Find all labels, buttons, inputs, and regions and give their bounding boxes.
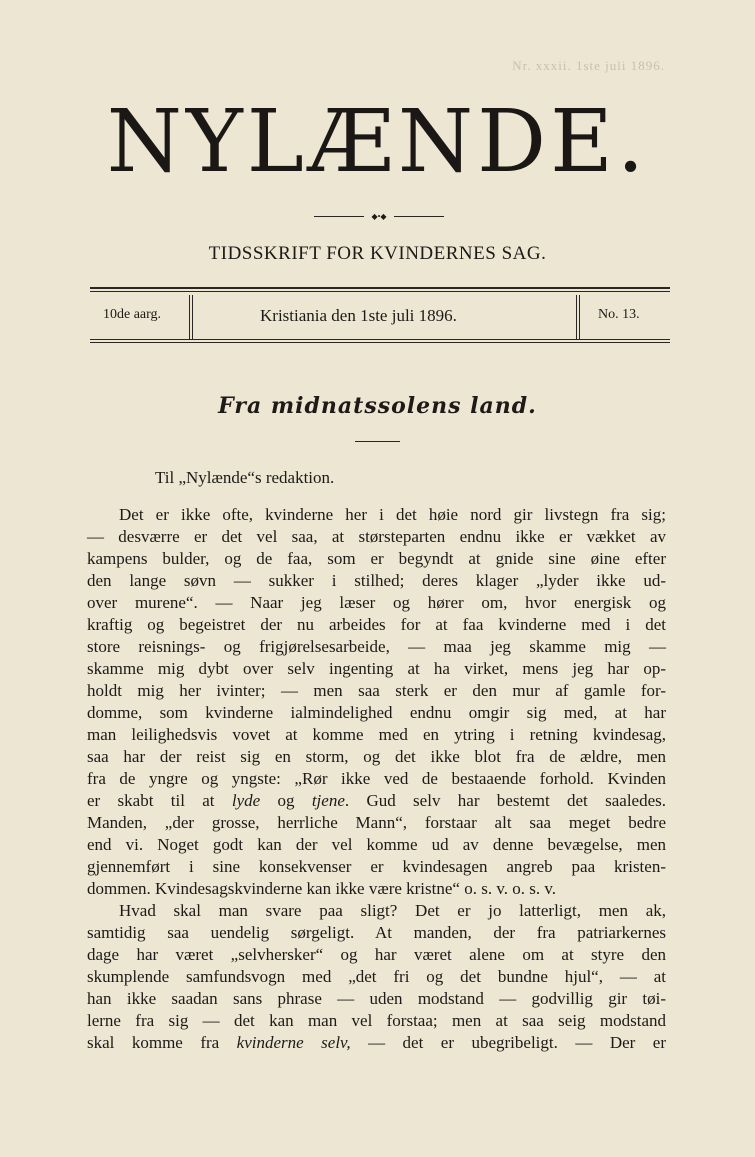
top-rule-thin <box>90 291 670 292</box>
subtitle: TIDSSKRIFT FOR KVINDERNES SAG. <box>208 243 547 264</box>
article-line: kampens bulder, og de faa, som er begyndt at gnide sine øine efter <box>87 549 666 568</box>
info-bar <box>90 295 670 339</box>
top-rule-thick <box>90 287 670 289</box>
divider-left-2 <box>192 295 193 339</box>
article-line: store reisnings- og frigjørelsesarbeide, — maa jeg skamme mig — <box>87 637 666 656</box>
article-line: over murene“. — Naar jeg læser og hører om, hvor energisk og <box>87 593 666 612</box>
article-line: dommen. Kvindesagskvinderne kan ikke være kristne“ o. s. v. o. s. v. <box>87 879 556 898</box>
bottom-rule-thin-2 <box>90 342 670 343</box>
article-line: Manden, „der grosse, herrliche Mann“, forstaar alt saa meget bedre <box>87 813 666 832</box>
divider-right <box>576 295 577 339</box>
article-line: han ikke saadan sans phrase — uden modstand — godvillig gir tøi- <box>87 989 666 1008</box>
article-line: saa har der reist sig en storm, og det ikke blot fra de ældre, men <box>87 747 666 766</box>
article-line: er skabt til at lyde og tjene. Gud selv har bestemt det saaledes. <box>87 791 666 810</box>
article-line: skumplende samfundsvogn med „det fri og det bundne hjul“, — at <box>87 967 666 986</box>
article-line: kraftig og begeistret der nu arbeides for at faa kvinderne med i det <box>87 615 666 634</box>
article-line: man leilighedsvis vovet at komme med en ytring i retning kvindesag, <box>87 725 666 744</box>
article-line: skal komme fra kvinderne selv, — det er ubegribeligt. — Der er <box>87 1033 666 1052</box>
article-line: holdt mig her ivinter; — men saa sterk er den mur af gamle for- <box>87 681 666 700</box>
article-title: Fra midnatssolens land. <box>218 393 537 419</box>
article-line: Det er ikke ofte, kvinderne her i det høie nord gir livstegn fra sig; <box>119 505 666 524</box>
place-date: Kristiania den 1ste juli 1896. <box>260 306 457 325</box>
article-line: Hvad skal man svare paa sligt? Det er jo latterligt, men ak, <box>119 901 666 920</box>
article-line: domme, som kvinderne ialmindelighed endnu omgir sig med, at har <box>87 703 666 722</box>
article-line: end vi. Noget godt kan der vel komme ud av denne bevægelse, men <box>87 835 666 854</box>
volume-label: 10de aarg. <box>103 307 162 322</box>
title-rule <box>355 441 400 442</box>
article-line: fra de yngre og yngste: „Rør ikke ved de bestaaende forhold. Kvinden <box>87 769 666 788</box>
article-line: lerne fra sig — det kan man vel forstaa; men at saa seig modstand <box>87 1011 666 1030</box>
masthead: NYLÆNDE. <box>106 92 649 192</box>
article-line: dage har været „selvhersker“ og har været alene om at styre den <box>87 945 666 964</box>
issue-number: No. 13. <box>598 307 640 322</box>
bleed-through-header: Nr. xxxii. 1ste juli 1896. <box>512 58 665 73</box>
article-line: samtidig saa uendelig sørgeligt. At manden, der fra patriarkernes <box>87 923 666 942</box>
bottom-rule-thin <box>90 339 670 340</box>
article-line: gjennemført i sine konsekvenser er kvindesagen angreb paa kristen- <box>87 857 666 876</box>
ornament-divider: ◆•◆ <box>314 213 444 221</box>
salutation: Til „Nylænde“s redaktion. <box>155 468 335 487</box>
divider-right-2 <box>579 295 580 339</box>
article-line: den lange søvn — sukker i stilhed; deres klager „lyder ikke ud- <box>87 571 666 590</box>
article-line: skamme mig dybt over selv ingenting at ha virket, mens jeg har op- <box>87 659 666 678</box>
article-line: — desværre er det vel saa, at størsteparten endnu ikke er vækket av <box>87 527 666 546</box>
divider-left <box>189 295 190 339</box>
